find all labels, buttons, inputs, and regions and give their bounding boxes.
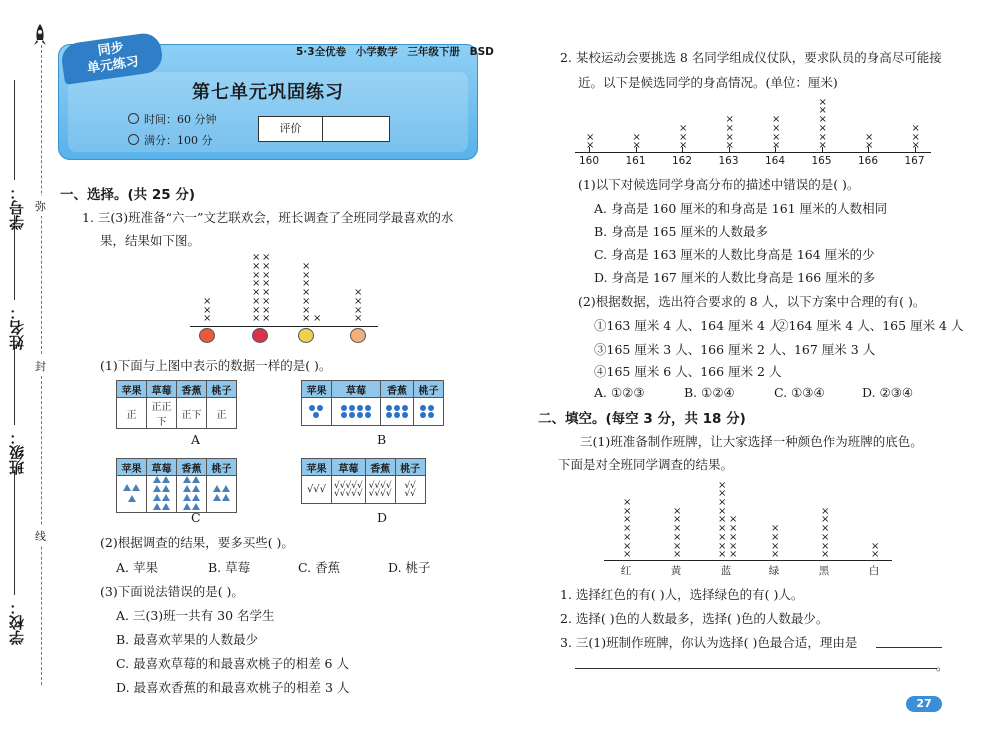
data-point: × × × × × × — [821, 505, 830, 561]
q1-stem: 果，结果如下图。 — [100, 233, 201, 248]
q2-sub1: (1)以下对候选同学身高分布的描述中错误的是( )。 — [578, 177, 860, 192]
axis-tick-label: 167 — [904, 155, 925, 167]
option-a-table: 苹果 草莓 香蕉 桃子 正 正正下 正下 正 — [116, 380, 237, 429]
tally-marks: × × × × — [354, 287, 363, 325]
q1-sub2: (2)根据调查的结果，要多买些( )。 — [100, 535, 294, 550]
option-d-label: D — [377, 510, 388, 525]
sub3-option-a: A. 三(3)班一共有 30 名学生 — [116, 608, 275, 623]
tally-marks: × × × × × × × × — [262, 252, 271, 325]
fruit-icon — [252, 328, 268, 343]
data-point: × × × × × × — [673, 505, 682, 561]
sub2-option-a: A. 苹果 — [116, 560, 158, 575]
answer-period: 。 — [936, 658, 949, 673]
answer-line[interactable] — [575, 668, 937, 669]
full-score: 满分：100 分 — [144, 134, 213, 147]
chart-axis — [604, 560, 892, 561]
page-title: 第七单元巩固练习 — [192, 82, 344, 103]
data-point: × × × — [911, 122, 920, 152]
q2-sub2-option-c: C. ①③④ — [774, 385, 825, 400]
fruit-icon — [350, 328, 366, 343]
data-point: × × × × — [725, 114, 734, 152]
school-line — [14, 470, 15, 595]
chart-axis — [190, 326, 378, 327]
option-c-table: 苹果 草莓 香蕉 桃子 — [116, 458, 237, 513]
option-a-label: A — [191, 432, 201, 447]
category-label: 红 — [620, 565, 632, 577]
chart-axis — [575, 152, 931, 153]
data-point: × × — [632, 131, 641, 152]
data-point: × × × × × × — [818, 96, 827, 152]
sub3-option-b: B. 最喜欢苹果的人数最少 — [116, 632, 259, 647]
height-line-plot — [575, 92, 935, 172]
category-label: 黑 — [818, 565, 830, 577]
seal-char: 封 — [35, 356, 46, 376]
q2-sub1-option-c: C. 身高是 163 厘米的人数比身高是 164 厘米的少 — [594, 247, 875, 262]
fruit-icon — [298, 328, 314, 343]
sub3-option-c: C. 最喜欢草莓的和最喜欢桃子的相差 6 人 — [116, 656, 349, 671]
sub2-option-b: B. 草莓 — [208, 560, 251, 575]
data-point: × × — [871, 540, 880, 561]
tally-marks: × — [313, 313, 322, 325]
section2-intro: 三(1)班准备制作班牌，让大家选择一种颜色作为班牌的底色。 — [580, 434, 923, 449]
axis-tick-label: 163 — [718, 155, 739, 167]
evaluation-box[interactable] — [258, 116, 390, 142]
sub3-option-d: D. 最喜欢香蕉的和最喜欢桃子的相差 3 人 — [116, 680, 350, 695]
q2-sub1-option-b: B. 身高是 165 厘米的人数最多 — [594, 224, 768, 239]
clock-icon — [128, 113, 139, 124]
school-label: 学校： — [8, 600, 26, 645]
category-label: 绿 — [768, 565, 780, 577]
id-label: 学号： — [8, 185, 26, 230]
time-limit: 时间：60 分钟 — [144, 113, 217, 126]
data-point: × × × — [679, 122, 688, 152]
q2-sub2-option-d: D. ②③④ — [862, 385, 914, 400]
option-d-table: 苹果 草莓 香蕉 桃子 √√√ √√√√√ √√√√√ √√√√ √√√√ √√ √√ — [301, 458, 426, 504]
plan-2: ②164 厘米 4 人、165 厘米 4 人 — [776, 318, 964, 333]
q2-stem: 近。以下是候选同学的身高情况。(单位：厘米) — [578, 75, 838, 90]
sub2-option-c: C. 香蕉 — [298, 560, 341, 575]
q1-sub1: (1)下面与上图中表示的数据一样的是( )。 — [100, 358, 332, 373]
axis-tick-label: 160 — [578, 155, 600, 167]
data-point: × × × × × × × — [623, 497, 632, 561]
plan-1: ①163 厘米 4 人、164 厘米 4 人 — [594, 318, 782, 333]
color-line-plot — [604, 472, 894, 582]
class-label: 班级： — [8, 430, 26, 475]
axis-tick-label: 161 — [625, 155, 646, 167]
sub2-option-d: D. 桃子 — [388, 560, 431, 575]
plan-3: ③165 厘米 3 人、166 厘米 2 人、167 厘米 3 人 — [594, 342, 876, 357]
unit-badge: 同步 单元练习 — [60, 31, 165, 85]
section2-title: 二、填空。(每空 3 分，共 18 分) — [538, 411, 746, 427]
axis-tick-label: 165 — [811, 155, 832, 167]
tally-marks: × × × × × × × — [302, 261, 311, 325]
category-label: 白 — [868, 565, 880, 577]
book-info: 5·3全优卷 小学数学 三年级下册 BSD — [296, 46, 494, 58]
tally-marks: × × × — [203, 295, 212, 325]
q1-sub3: (3)下面说法错误的是( )。 — [100, 584, 244, 599]
data-point: × × × × × — [729, 514, 738, 561]
option-c-label: C — [191, 510, 201, 525]
rocket-icon — [33, 24, 47, 46]
page-number: 27 — [906, 696, 942, 712]
data-point: × × × × × × × × × — [718, 479, 727, 561]
tally-marks: × × × × × × × × — [252, 252, 261, 325]
data-point: × × × × — [771, 523, 780, 561]
seal-char: 线 — [35, 526, 46, 546]
answer-line[interactable] — [876, 647, 942, 648]
fill-q2: 2. 选择( )色的人数最多，选择( )色的人数最少。 — [560, 611, 829, 626]
data-point: × × — [586, 131, 595, 152]
axis-tick-label: 164 — [764, 155, 786, 167]
fill-q1: 1. 选择红色的有( )人，选择绿色的有( )人。 — [560, 587, 804, 602]
category-label: 黄 — [670, 565, 682, 577]
section2-intro: 下面是对全班同学调查的结果。 — [558, 457, 734, 472]
q2-sub2-option-a: A. ①②③ — [594, 385, 645, 400]
evaluation-label: 评价 — [259, 117, 323, 141]
id-line — [14, 80, 15, 180]
data-point: × × × × — [772, 114, 781, 152]
fruit-icon — [199, 328, 215, 343]
q2-sub2-option-b: B. ①②④ — [684, 385, 735, 400]
q1-stem: 1. 三(3)班准备“六一”文艺联欢会，班长调查了全班同学最喜欢的水 — [82, 210, 454, 225]
check-icon — [128, 134, 139, 145]
fill-q3: 3. 三(1)班制作班牌，你认为选择( )色最合适，理由是 — [560, 635, 858, 650]
name-label: 姓名： — [8, 305, 26, 350]
q2-sub2: (2)根据数据，选出符合要求的 8 人，以下方案中合理的有( )。 — [578, 294, 926, 309]
option-b-label: B — [377, 432, 387, 447]
seal-char: 弥 — [35, 196, 46, 216]
axis-tick-label: 166 — [857, 155, 879, 167]
axis-tick-label: 162 — [671, 155, 693, 167]
q2-sub1-option-d: D. 身高是 167 厘米的人数比身高是 166 厘米的多 — [594, 270, 876, 285]
option-b-table: 苹果 草莓 香蕉 桃子 — [301, 380, 444, 426]
fruit-tally-chart — [190, 250, 380, 345]
q2-sub1-option-a: A. 身高是 160 厘米的和身高是 161 厘米的人数相同 — [594, 201, 888, 216]
section1-title: 一、选择。(共 25 分) — [60, 187, 196, 203]
category-label: 蓝 — [720, 565, 732, 577]
plan-4: ④165 厘米 6 人、166 厘米 2 人 — [594, 364, 782, 379]
data-point: × × — [865, 131, 874, 152]
q2-stem: 2. 某校运动会要挑选 8 名同学组成仪仗队，要求队员的身高尽可能接 — [560, 50, 942, 65]
class-line — [14, 345, 15, 425]
